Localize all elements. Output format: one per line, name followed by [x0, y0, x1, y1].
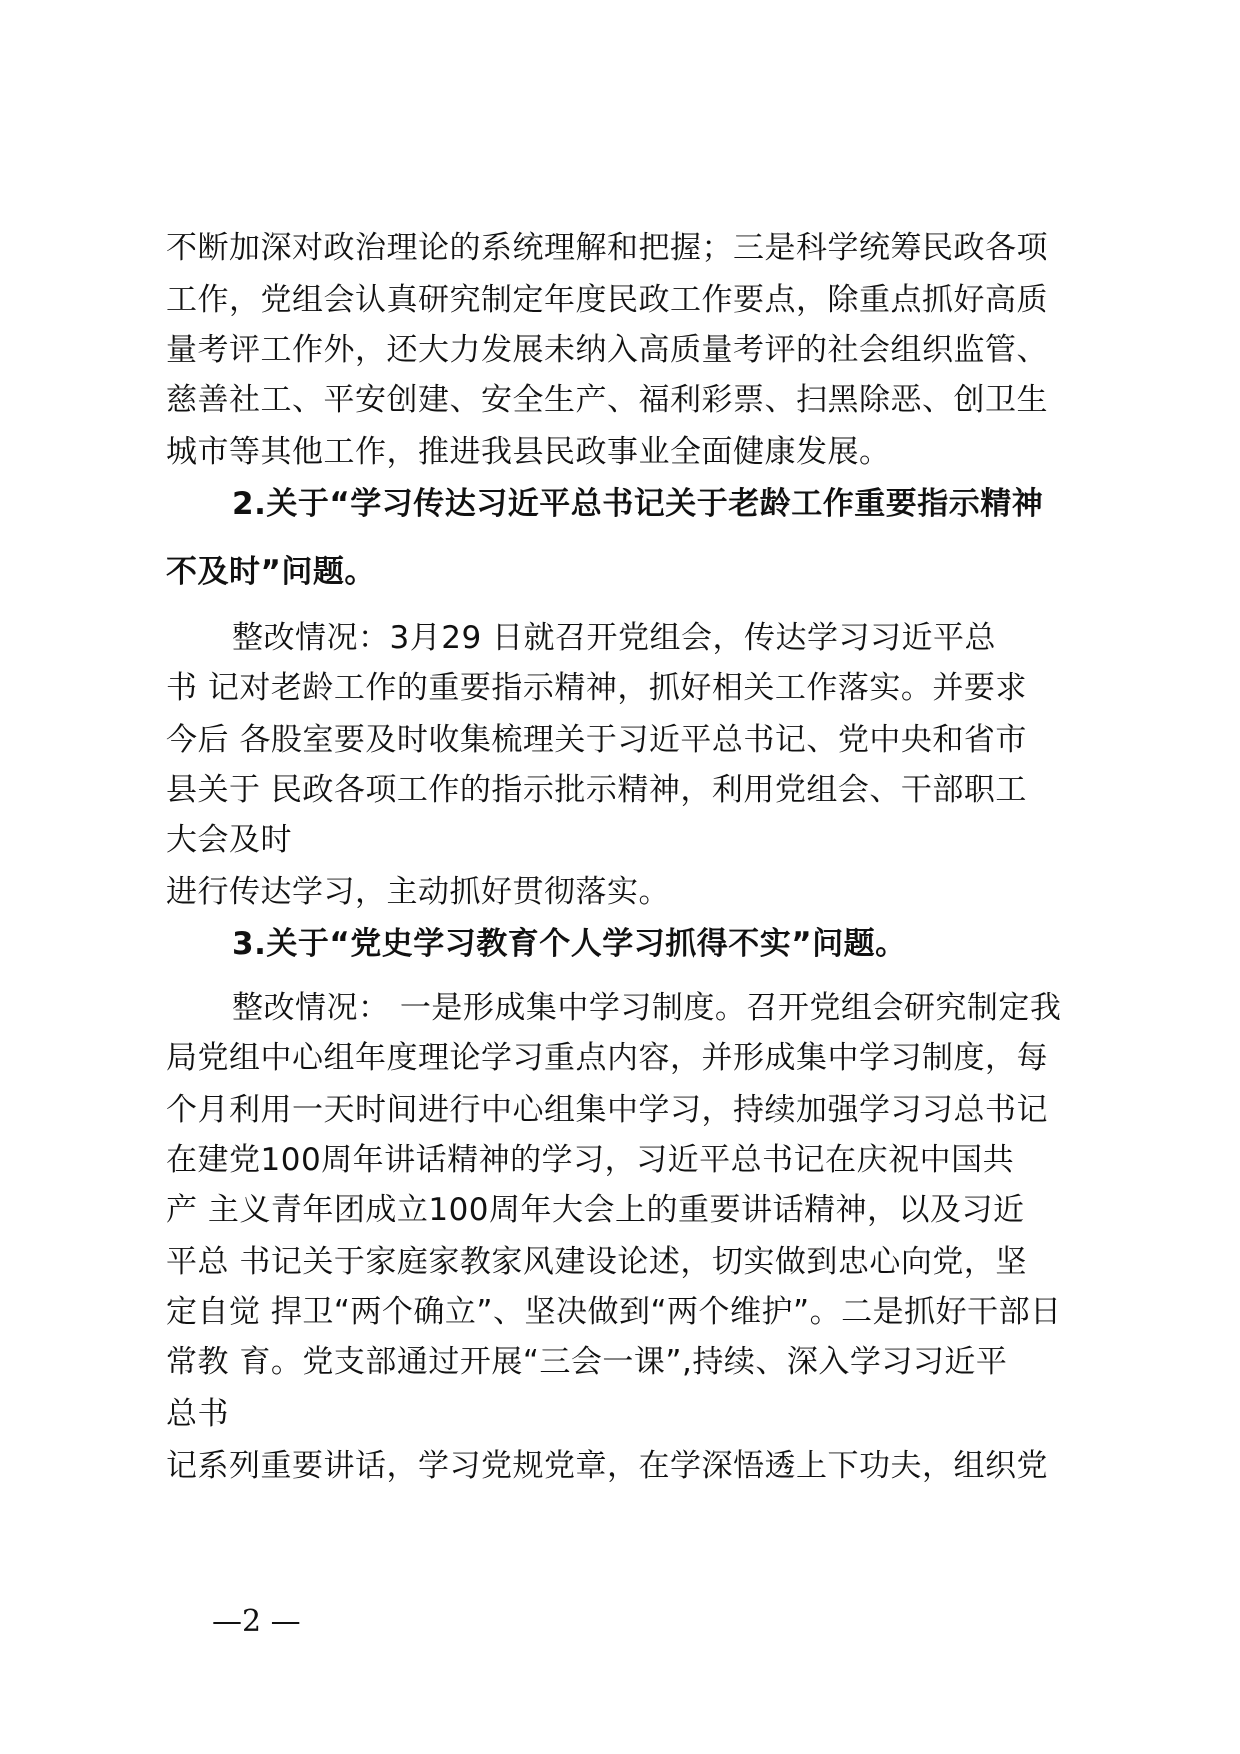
body-line: 大会及时: [166, 822, 292, 858]
page-number: —2 —: [212, 1604, 301, 1639]
section-heading: 不及时”问题。: [166, 554, 376, 590]
body-line: 记系列重要讲话，学习党规党章，在学深悟透上下功夫，组织党: [166, 1448, 1048, 1484]
body-line: 定自觉 捍卫“两个确立”、坚决做到“两个维护”。二是抓好干部日: [166, 1294, 1062, 1330]
body-line: 不断加深对政治理论的系统理解和把握；三是科学统筹民政各项: [166, 230, 1048, 266]
body-line: 工作，党组会认真研究制定年度民政工作要点，除重点抓好高质: [166, 282, 1048, 318]
body-line: 总书: [166, 1396, 229, 1432]
body-line: 平总 书记关于家庭家教家风建设论述，切实做到忠心向党，坚: [166, 1244, 1027, 1280]
section-heading: 3.关于“党史学习教育个人学习抓得不实”问题。: [232, 926, 907, 962]
body-line: 量考评工作外，还大力发展未纳入高质量考评的社会组织监管、: [166, 332, 1048, 368]
section-heading: 2.关于“学习传达习近平总书记关于老龄工作重要指示精神: [232, 486, 1044, 522]
body-line: 县关于 民政各项工作的指示批示精神，利用党组会、干部职工: [166, 772, 1027, 808]
body-line: 进行传达学习，主动抓好贯彻落实。: [166, 874, 670, 910]
body-line: 在建党100周年讲话精神的学习，习近平总书记在庆祝中国共: [166, 1142, 1015, 1178]
body-line: 产 主义青年团成立100周年大会上的重要讲话精神，以及习近: [166, 1192, 1025, 1228]
body-line: 局党组中心组年度理论学习重点内容，并形成集中学习制度，每: [166, 1040, 1048, 1076]
body-line: 今后 各股室要及时收集梳理关于习近平总书记、党中央和省市: [166, 722, 1027, 758]
body-line: 城市等其他工作，推进我县民政事业全面健康发展。: [166, 434, 891, 470]
body-line: 常教 育。党支部通过开展“三会一课”,持续、深入学习习近平: [166, 1344, 1008, 1380]
body-line: 书 记对老龄工作的重要指示精神，抓好相关工作落实。并要求: [166, 670, 1027, 706]
body-line: 整改情况：3月29 日就召开党组会，传达学习习近平总: [232, 620, 997, 656]
body-line: 慈善社工、平安创建、安全生产、福利彩票、扫黑除恶、创卫生: [166, 382, 1048, 418]
body-line: 个月利用一天时间进行中心组集中学习，持续加强学习习总书记: [166, 1092, 1048, 1128]
body-line: 整改情况： 一是形成集中学习制度。召开党组会研究制定我: [232, 990, 1062, 1026]
